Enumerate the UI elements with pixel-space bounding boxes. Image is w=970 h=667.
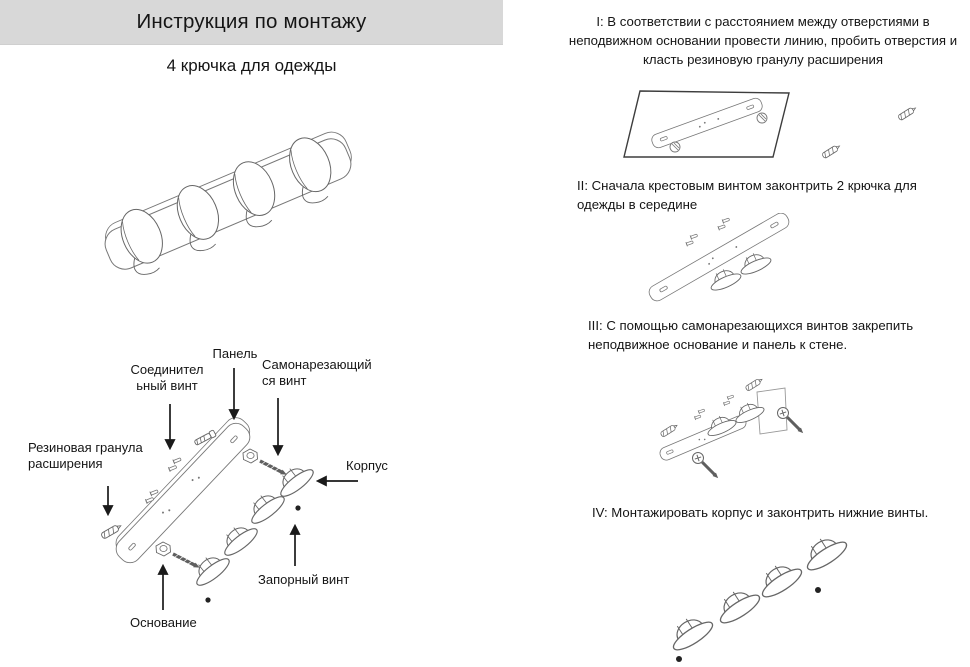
product-subtitle: 4 крючка для одежды [166, 56, 337, 75]
part-label-rubber-anchor: Резиновая гранула расширения [28, 440, 143, 471]
part-label-body: Корпус [346, 458, 388, 473]
part-label-connecting-screw: Соединительный винт [130, 362, 204, 393]
hook-body-part [272, 458, 317, 500]
title-bar [0, 0, 503, 45]
step-2-text: II: Сначала крестовым винтом законтрить 2 крючка для одежды в середине [577, 178, 917, 213]
step-4-illustration [630, 526, 960, 667]
locking-screw-part [295, 505, 300, 510]
step-1-illustration [598, 86, 962, 174]
step-3-text: III: С помощью самонарезающихся винтов закрепить неподвижное основание и панель к стене. [588, 318, 914, 353]
part-label-locking-screw: Запорный винт [258, 572, 350, 587]
exploded-drawing [10, 338, 490, 660]
step-4-text: IV: Монтажировать корпус и законтрить нижние винты. [592, 505, 929, 520]
step-1-text: I: В соответствии с расстоянием между отверстиями в неподвижном основании провести линию, пробить отверстия и класть резиновую гранулу расширения [568, 14, 958, 68]
part-label-self-tapping-screw: Самонарезающийся винт [262, 357, 372, 388]
part-label-base: Основание [130, 615, 197, 630]
exploded-diagram [10, 338, 490, 660]
step-3-illustration [648, 368, 828, 493]
page-title: Инструкция по монтажу [136, 10, 367, 33]
step-2-illustration [618, 213, 958, 313]
part-label-panel: Панель [212, 346, 258, 361]
base-nut-part [243, 449, 258, 463]
self-tapping-screws-part [166, 457, 183, 472]
product-illustration [75, 118, 387, 288]
